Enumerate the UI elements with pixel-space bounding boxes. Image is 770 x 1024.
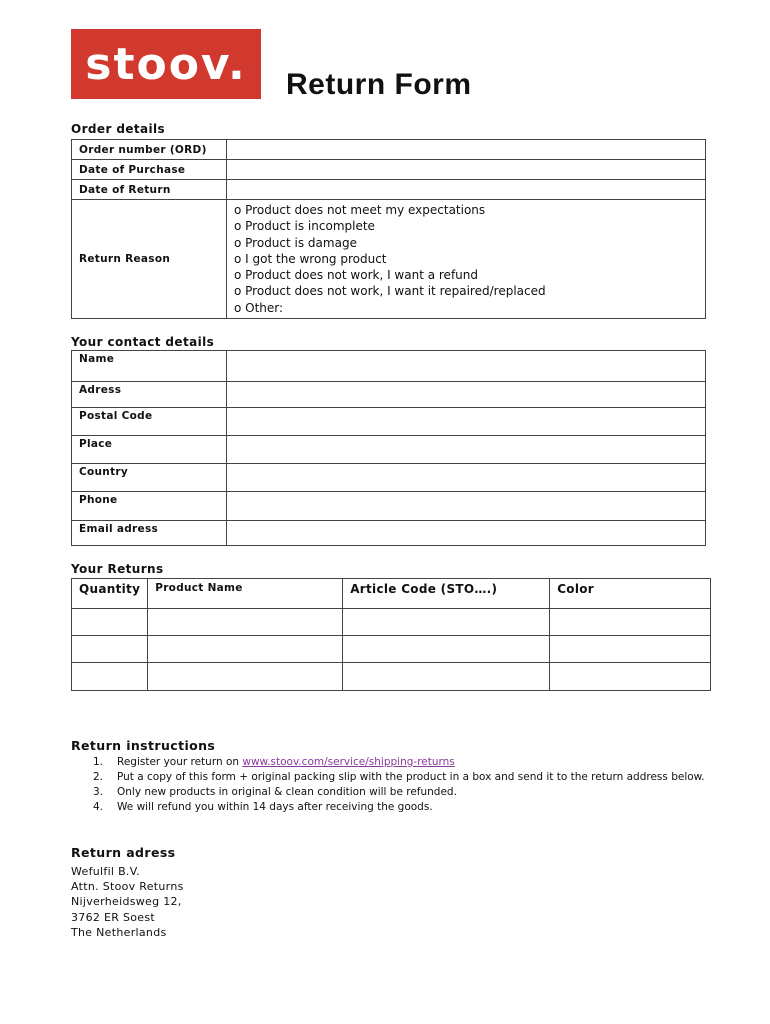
country-label: Country (72, 464, 227, 492)
country-field[interactable] (227, 464, 706, 492)
email-field[interactable] (227, 521, 706, 546)
return-instructions-heading: Return instructions (71, 738, 216, 753)
date-of-return-field[interactable] (227, 180, 706, 200)
article-code-header: Article Code (STO….) (343, 579, 550, 609)
order-number-label: Order number (ORD) (72, 140, 227, 160)
item-number: 3. (93, 786, 104, 798)
phone-label: Phone (72, 492, 227, 521)
adress-field[interactable] (227, 382, 706, 408)
color-cell[interactable] (550, 636, 711, 663)
email-label: Email adress (72, 521, 227, 546)
item-number: 4. (93, 801, 104, 813)
reason-option[interactable]: o I got the wrong product (234, 251, 387, 266)
product-name-cell[interactable] (148, 636, 343, 663)
item-number: 2. (93, 771, 104, 783)
item-text: Only new products in original & clean condition will be refunded. (117, 786, 457, 798)
item-number: 1. (93, 756, 104, 768)
product-name-header: Product Name (148, 579, 343, 609)
address-line: 3762 ER Soest (71, 910, 156, 924)
order-details-heading: Order details (71, 122, 166, 136)
stoov-logo (71, 29, 261, 99)
list-item (93, 770, 717, 785)
shipping-returns-link[interactable]: www.stoov.com/service/shipping-returns (242, 756, 455, 768)
list-item (93, 755, 717, 770)
quantity-cell[interactable] (72, 663, 148, 691)
color-header: Color (550, 579, 711, 609)
page-title: Return Form (286, 68, 472, 101)
article-code-cell[interactable] (343, 609, 550, 636)
return-reason-label: Return Reason (72, 200, 227, 319)
address-line: Wefulfil B.V. (71, 865, 140, 878)
date-of-return-label: Date of Return (72, 180, 227, 200)
article-code-cell[interactable] (343, 636, 550, 663)
item-text: We will refund you within 14 days after receiving the goods. (117, 801, 433, 813)
quantity-cell[interactable] (72, 636, 148, 663)
date-of-purchase-field[interactable] (227, 160, 706, 180)
item-text: Put a copy of this form + original packing slip with the product in a box and send it to the return address below. (117, 771, 705, 783)
table-row (72, 636, 711, 663)
reason-option[interactable]: o Other: (234, 300, 284, 315)
return-address-heading: Return adress (71, 845, 176, 860)
logo-text: stoov. (85, 38, 247, 90)
color-cell[interactable] (550, 663, 711, 691)
return-address (71, 864, 184, 940)
date-of-purchase-label: Date of Purchase (72, 160, 227, 180)
quantity-cell[interactable] (72, 609, 148, 636)
name-field[interactable] (227, 351, 706, 382)
adress-label: Adress (72, 382, 227, 408)
table-row (72, 609, 711, 636)
place-label: Place (72, 436, 227, 464)
article-code-cell[interactable] (343, 663, 550, 691)
contact-details-heading: Your contact details (71, 335, 215, 349)
phone-field[interactable] (227, 492, 706, 521)
postal-code-field[interactable] (227, 408, 706, 436)
name-label: Name (72, 351, 227, 382)
reason-option[interactable]: o Product is incomplete (234, 219, 375, 234)
reason-option[interactable]: o Product does not meet my expectations (234, 203, 486, 217)
instructions-list (93, 755, 717, 815)
quantity-header: Quantity (72, 579, 148, 609)
table-row (72, 663, 711, 691)
reason-option[interactable]: o Product is damage (234, 235, 357, 250)
your-returns-heading: Your Returns (71, 562, 164, 576)
product-name-cell[interactable] (148, 663, 343, 691)
reason-option[interactable]: o Product does not work, I want a refund (234, 268, 478, 283)
returns-table (71, 578, 711, 691)
return-reason-options (227, 200, 706, 319)
order-number-field[interactable] (227, 140, 706, 160)
address-line: The Netherlands (71, 925, 167, 939)
reason-option[interactable]: o Product does not work, I want it repaired/replaced (234, 284, 546, 299)
list-item (93, 785, 717, 800)
address-line: Attn. Stoov Returns (71, 880, 184, 894)
contact-details-table (71, 350, 706, 546)
list-item (93, 800, 717, 815)
color-cell[interactable] (550, 609, 711, 636)
place-field[interactable] (227, 436, 706, 464)
address-line: Nijverheidsweg 12, (71, 895, 182, 909)
postal-code-label: Postal Code (72, 408, 227, 436)
item-text: Register your return on (117, 756, 243, 768)
order-details-table (71, 139, 706, 319)
product-name-cell[interactable] (148, 609, 343, 636)
